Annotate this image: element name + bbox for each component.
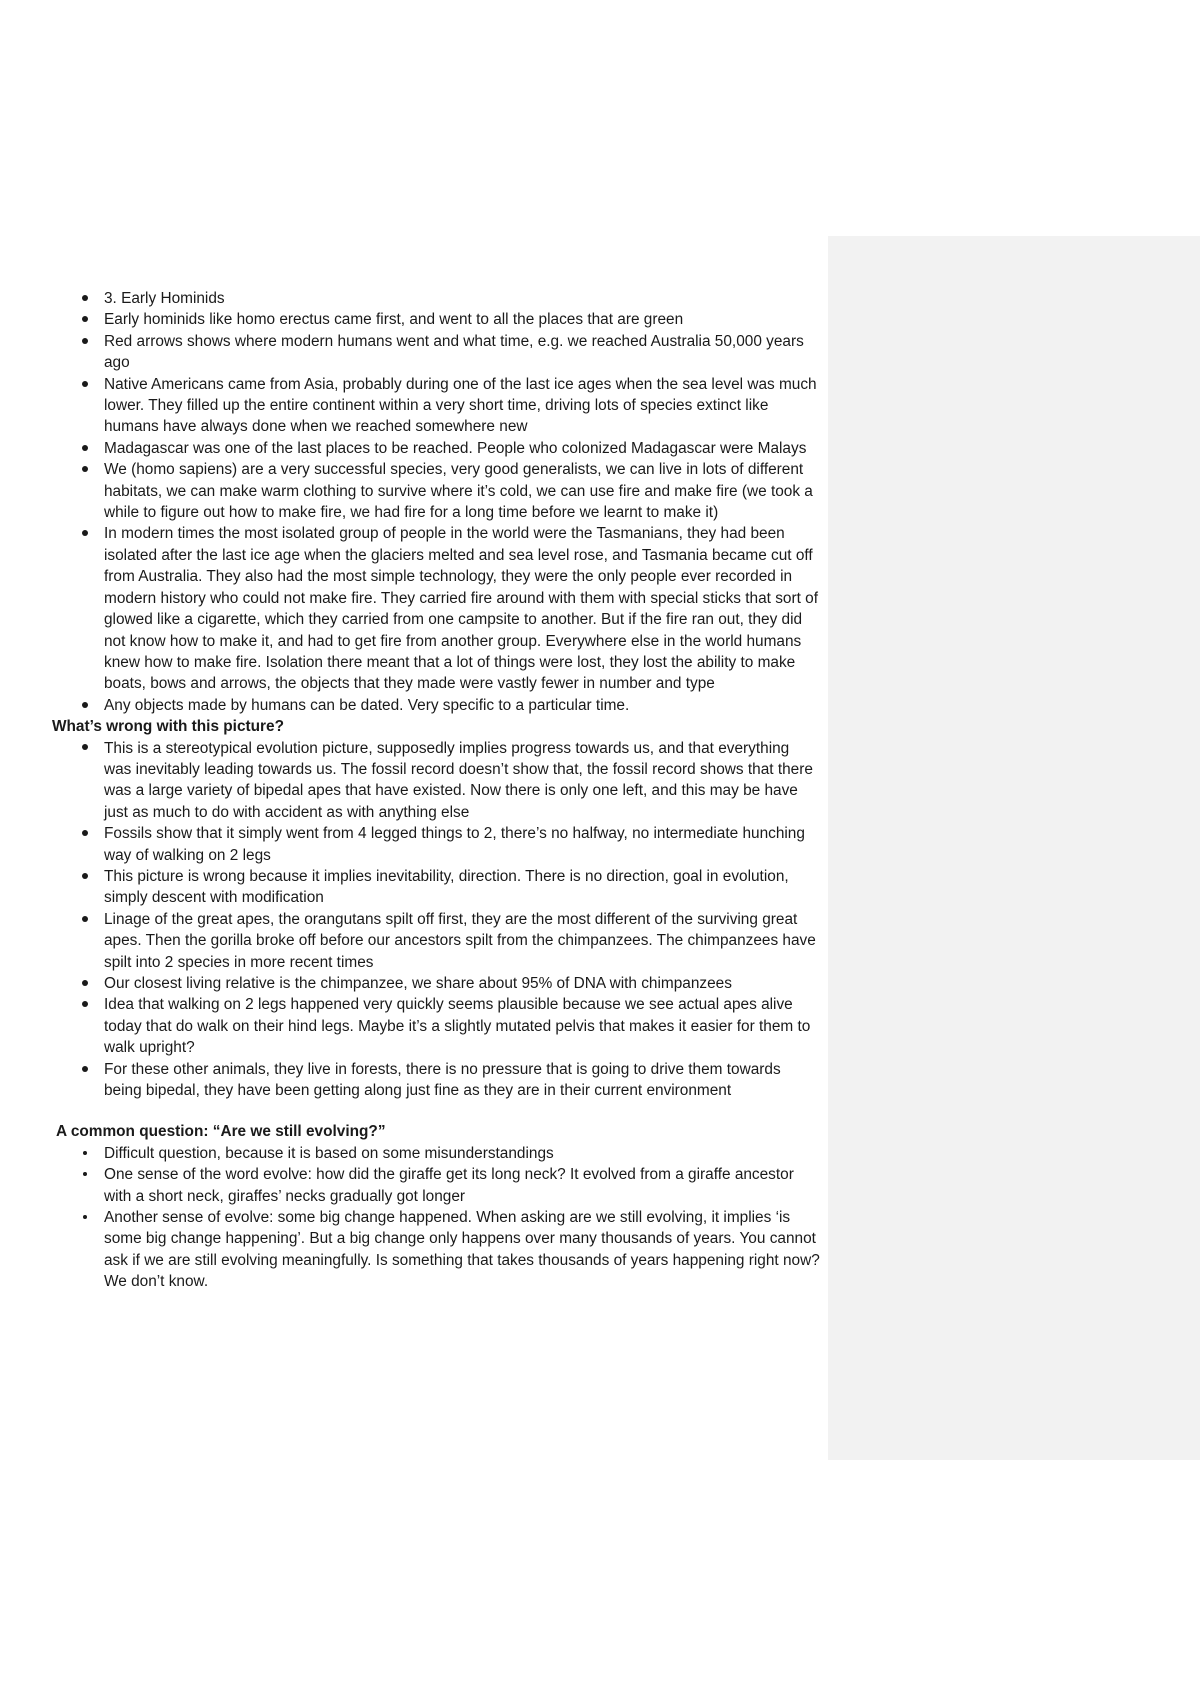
list-item-text: In modern times the most isolated group of people in the world were the Tasmanians, they had been isolated after the last ice age when the glaciers melted and sea level rose, and Tasmania became cut off from Australia. They also had the most simple technology, they were the only people ever recorded in modern history who could not make fire. They carried fire around with them with special sticks that sort of glowed like a cigarette, which they carried from one campsite to another. But if the fire ran out, they did not know how to make it, and had to get fire from another group. Everywhere else in the world humans knew how to make fire. Isolation there meant that a lot of things were lost, they lost the ability to make boats, bows and arrows, the objects that they made were vastly fewer in number and type: [104, 525, 818, 693]
document-body: [52, 288, 820, 1293]
comment-pane: [828, 236, 1200, 1460]
section-heading: What’s wrong with this picture?: [52, 718, 284, 736]
section-heading: A common question: “Are we still evolving?”: [56, 1123, 386, 1141]
list-item: [52, 738, 820, 824]
bullet-icon: [79, 309, 91, 330]
bullet-icon: [79, 738, 91, 759]
list-item: [52, 1164, 820, 1207]
list-item-text: Linage of the great apes, the orangutans spilt off first, they are the most different of the surviving great apes. Then the gorilla broke off before our ancestors spilt from the chimpanzees. The chimpanzees have spilt into 2 species in more recent times: [104, 910, 816, 971]
bullet-icon: [79, 1207, 91, 1228]
list-item: [52, 459, 820, 523]
bullet-icon: [79, 1059, 91, 1080]
list-item: [52, 523, 820, 694]
bullet-icon: [79, 459, 91, 480]
bullet-icon: [79, 994, 91, 1015]
list-item: [52, 695, 820, 716]
list-item: [52, 973, 820, 994]
bullet-icon: [79, 523, 91, 544]
list-item: [52, 866, 820, 909]
list-item: [52, 1059, 820, 1102]
list-item: [52, 994, 820, 1058]
list-item: [52, 331, 820, 374]
bullet-icon: [79, 909, 91, 930]
list-item: [52, 309, 820, 330]
list-item-text: Another sense of evolve: some big change happened. When asking are we still evolving, it implies ‘is some big change happening’. But a big change only happens over many thousands of years. You cannot ask if we are still evolving meaningfully. Is something that takes thousands of years happening right now? We don’t know.: [104, 1209, 820, 1291]
list-item: [52, 288, 820, 309]
list-item: [52, 823, 820, 866]
list-item: [52, 374, 820, 438]
early-hominids-list: [52, 288, 820, 716]
list-item-text: One sense of the word evolve: how did the giraffe get its long neck? It evolved from a giraffe ancestor with a short neck, giraffes’ necks gradually got longer: [104, 1166, 794, 1205]
bullet-icon: [79, 331, 91, 352]
list-item: [52, 1207, 820, 1293]
list-item-text: Red arrows shows where modern humans went and what time, e.g. we reached Australia 50,000 years ago: [104, 332, 804, 372]
bullet-icon: [79, 866, 91, 887]
bullet-icon: [79, 695, 91, 716]
bullet-icon: [79, 1164, 91, 1185]
bullet-icon: [79, 823, 91, 844]
list-item-text: This picture is wrong because it implies inevitability, direction. There is no direction, goal in evolution, simply descent with modification: [104, 867, 789, 907]
list-item-text: We (homo sapiens) are a very successful species, very good generalists, we can live in lots of different habitats, we can make warm clothing to survive where it’s cold, we can use fire and make fire (we took a while to figure out how to make fire, we had fire for a long time before we learnt to make it): [104, 461, 813, 522]
list-item-text: Our closest living relative is the chimpanzee, we share about 95% of DNA with chimpanzees: [104, 975, 732, 992]
whats-wrong-list: [52, 738, 820, 1102]
list-item-text: Fossils show that it simply went from 4 legged things to 2, there’s no halfway, no intermediate hunching way of walking on 2 legs: [104, 825, 805, 864]
list-item-text: For these other animals, they live in forests, there is no pressure that is going to drive them towards being bipedal, they have been getting along just fine as they are in their current environment: [104, 1060, 781, 1100]
bullet-icon: [79, 288, 91, 309]
list-item: [52, 438, 820, 459]
list-item-text: Early hominids like homo erectus came first, and went to all the places that are green: [104, 311, 684, 329]
bullet-icon: [79, 973, 91, 994]
list-item-text: This is a stereotypical evolution picture, supposedly implies progress towards us, and that everything was inevitably leading towards us. The fossil record doesn’t show that, the fossil record shows that there was a large variety of bipedal apes that have existed. Now there is only one left, and this may be have just as much to do with accident as with anything else: [104, 739, 813, 821]
bullet-icon: [79, 438, 91, 459]
list-item-text: Madagascar was one of the last places to be reached. People who colonized Madagascar were Malays: [104, 439, 807, 457]
list-item-text: Native Americans came from Asia, probably during one of the last ice ages when the sea level was much lower. They filled up the entire continent within a very short time, driving lots of species extinct like humans have always done when we reached somewhere new: [104, 375, 817, 436]
still-evolving-list: [52, 1143, 820, 1293]
list-item-text: 3. Early Hominids: [104, 290, 225, 307]
list-item: [52, 909, 820, 973]
list-item-text: Any objects made by humans can be dated. Very specific to a particular time.: [104, 696, 630, 714]
bullet-icon: [79, 374, 91, 395]
list-item: [52, 1143, 820, 1164]
list-item-text: Idea that walking on 2 legs happened very quickly seems plausible because we see actual apes alive today that do walk on their hind legs. Maybe it’s a slightly mutated pelvis that makes it easier for them to walk upright?: [104, 996, 811, 1057]
bullet-icon: [79, 1143, 91, 1164]
list-item-text: Difficult question, because it is based on some misunderstandings: [104, 1144, 554, 1162]
